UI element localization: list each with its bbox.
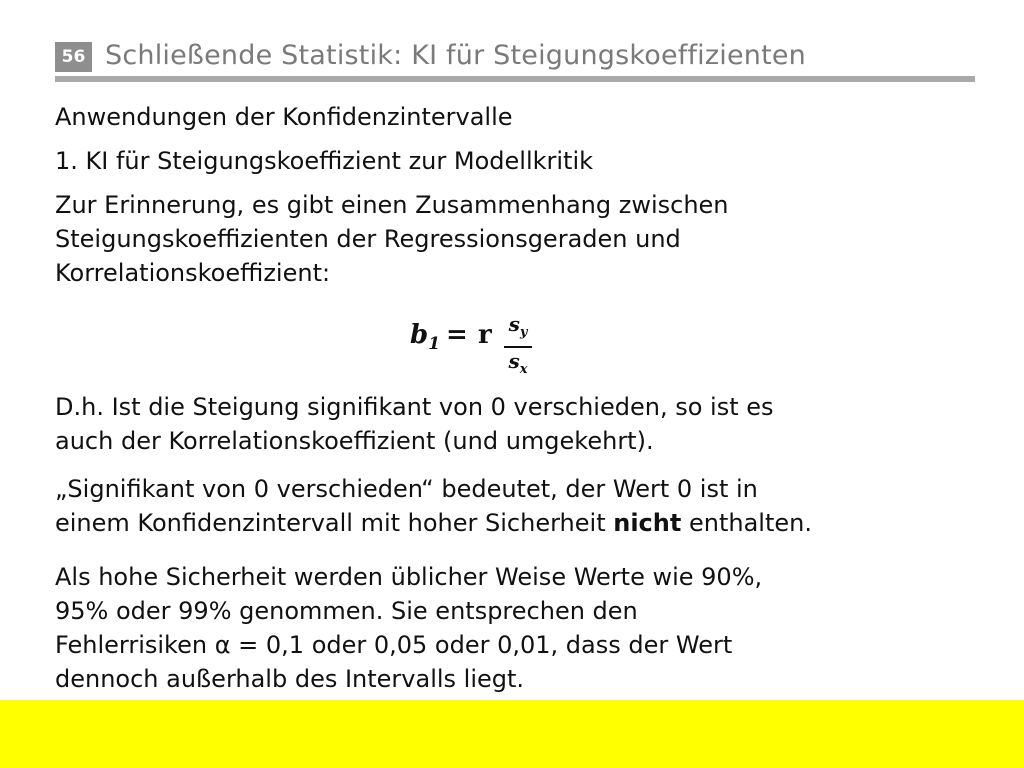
significance-line-2-before: einem Konfidenzintervall mit hoher Sicherheit bbox=[55, 509, 614, 537]
formula-numerator-subscript: y bbox=[519, 325, 528, 340]
formula-numerator-base: s bbox=[508, 312, 520, 336]
significance-line-2-after: enthalten. bbox=[681, 509, 812, 537]
confidence-line-2: 95% oder 99% genommen. Sie entsprechen den bbox=[55, 597, 638, 625]
formula-denominator-base: s bbox=[508, 349, 520, 373]
formula-lhs-base: b bbox=[410, 320, 429, 350]
formula-r: r bbox=[478, 320, 492, 350]
formula-fraction-bar bbox=[504, 346, 532, 348]
confidence-line-1: Als hohe Sicherheit werden üblicher Weise Werte wie 90%, bbox=[55, 563, 763, 591]
formula-lhs bbox=[410, 320, 440, 354]
slide-number-badge: 56 bbox=[55, 42, 92, 72]
significance-bold-word: nicht bbox=[613, 509, 682, 537]
formula-fraction bbox=[504, 312, 532, 382]
reminder-line-2: Steigungskoeffizienten der Regressionsgeraden und bbox=[55, 225, 681, 253]
confidence-line-4: dennoch außerhalb des Intervalls liegt. bbox=[55, 665, 525, 693]
formula-numerator bbox=[504, 312, 532, 345]
significance-line-2 bbox=[55, 506, 812, 540]
confidence-line-3: Fehlerrisiken α = 0,1 oder 0,05 oder 0,01, dass der Wert bbox=[55, 631, 733, 659]
dh-line-2: auch der Korrelationskoeffizient (und umgekehrt). bbox=[55, 427, 654, 455]
significance-line-1: „Signifikant von 0 verschieden“ bedeutet, der Wert 0 ist in bbox=[55, 475, 758, 503]
formula-denominator bbox=[504, 349, 532, 382]
section-heading: Anwendungen der Konfidenzintervalle bbox=[55, 103, 513, 131]
formula-denominator-subscript: x bbox=[519, 362, 528, 377]
list-item: 1. KI für Steigungskoeffizient zur Modellkritik bbox=[55, 147, 594, 175]
slide-title: Schließende Statistik: KI für Steigungskoeffizienten bbox=[105, 40, 806, 71]
bottom-highlight-band bbox=[0, 700, 1024, 768]
title-divider bbox=[55, 76, 975, 82]
reminder-line-3: Korrelationskoeffizient: bbox=[55, 259, 331, 287]
formula-lhs-subscript: 1 bbox=[428, 334, 441, 355]
reminder-line-1: Zur Erinnerung, es gibt einen Zusammenhang zwischen bbox=[55, 191, 729, 219]
formula-equals: = bbox=[446, 320, 468, 350]
dh-line-1: D.h. Ist die Steigung signifikant von 0 verschieden, so ist es bbox=[55, 393, 774, 421]
